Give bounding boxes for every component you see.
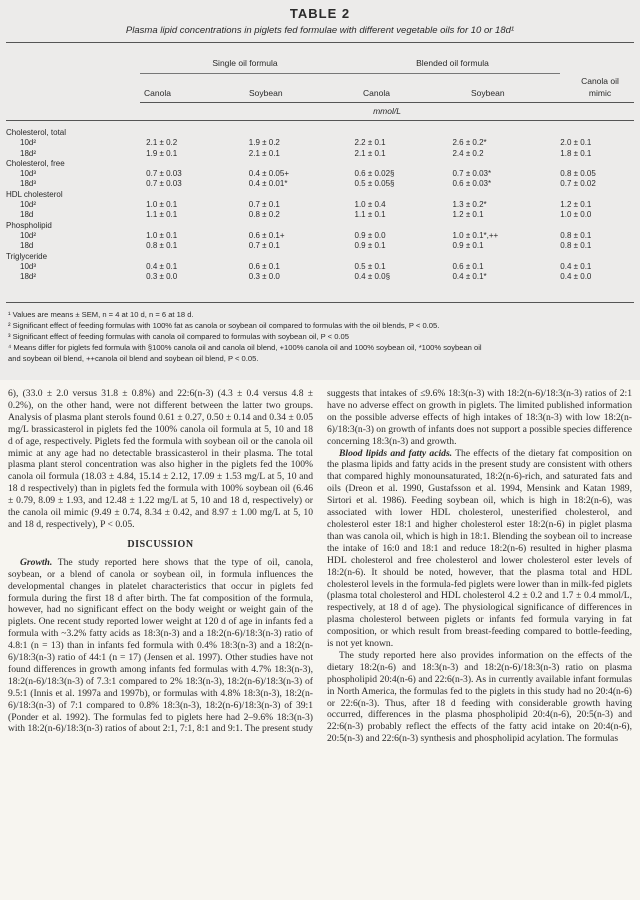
- cell-canola-blend: 0.5 ± 0.05§: [354, 179, 395, 189]
- run-in-heading-growth: Growth.: [20, 556, 53, 568]
- cell-canola-blend: 0.6 ± 0.02§: [354, 169, 395, 179]
- cell-canola-blend: 2.1 ± 0.1: [354, 148, 386, 158]
- footnote-4-cont: and soybean oil blend, ++canola oil blend and soybean oil blend, P < 0.05.: [8, 354, 259, 363]
- cell-soybean-blend: 0.6 ± 0.1: [452, 261, 484, 271]
- col-header-canola-blend: Canola: [363, 88, 390, 98]
- col-header-canola: Canola: [144, 88, 171, 98]
- cell-mimic: 1.8 ± 0.1: [560, 148, 592, 158]
- cell-canola-blend: 0.5 ± 0.1: [354, 261, 386, 271]
- cell-canola-blend: 0.9 ± 0.0: [354, 230, 386, 240]
- left-column: [8, 388, 313, 735]
- footnote-2: ² Significant effect of feeding formulas with 100% fat as canola or soybean oil compared to formulas with the oil blends, P < 0.05.: [8, 321, 440, 330]
- cell-soybean: 2.1 ± 0.1: [248, 148, 280, 158]
- cell-canola-blend: 1.1 ± 0.1: [354, 210, 386, 220]
- table-bottom-rule: [6, 302, 634, 303]
- lipid-table: [6, 128, 634, 282]
- cell-canola: 0.3 ± 0.0: [146, 272, 178, 282]
- paragraph-growth: [8, 557, 313, 736]
- cell-soybean: 0.3 ± 0.0: [248, 272, 280, 282]
- cell-soybean: 1.9 ± 0.2: [248, 138, 280, 148]
- section-row: [6, 159, 634, 169]
- section-label: Phospholipid: [6, 220, 52, 230]
- footnote-3: ³ Significant effect of feeding formulas with canola oil compared to formulas with soybean oil, P < 0.05: [8, 332, 349, 341]
- cell-soybean-blend: 0.9 ± 0.1: [452, 241, 484, 251]
- table-row: [6, 149, 634, 159]
- cell-canola-blend: 0.9 ± 0.1: [354, 241, 386, 251]
- cell-soybean-blend: 0.6 ± 0.03*: [452, 179, 492, 189]
- table-title: TABLE 2: [289, 6, 351, 21]
- row-day: 10d²: [20, 230, 37, 240]
- col-header-mimic-line2: mimic: [588, 88, 612, 98]
- cell-mimic: 1.2 ± 0.1: [560, 200, 592, 210]
- group-blended-header: Blended oil formula: [416, 58, 489, 68]
- cell-mimic: 0.4 ± 0.0: [560, 272, 592, 282]
- paragraph-text: The effects of the dietary fat composition on the plasma lipids and fatty acids in the present study are consistent with others that compared highly monounsaturated, 18:2(n-6)-rich, and saturated fats and oils (Dreon et al. 1990, Gustafsson et al. 1994, Mensink and Katan 1989, Sirtori et al. 1986). Feeding soybean oil, which is high in 18:2(n-6), was associated with lower HDL cholesterol, unesterified cholesterol, and cholesterol ester 18:1 and higher cholesterol ester 18:2(n-6) in piglet plasma than was canola oil, which is high in 18:1. Blending the soybean oil to increase the intake of 16:0 and 18:1 and reduce 18:2(n-6) resulted in higher plasma HDL cholesterol and free cholesterol and lower cholesterol ester levels of 18:2(n-6). It should be noted, however, that the plasma total and HDL cholesterol levels in the formula-fed piglets were lower than in milk-fed piglets (plasma total cholesterol and HDL cholesterol 4.2 ± 0.2 and 1.7 ± 0.4 mmol/L, respectively, at 18 d of age). The physiological significance of differences in plasma cholesterol between piglets or infants fed formula varying in fat composition, or which result from breast-feeding compared to bottle-feeding, is not yet known.: [327, 447, 632, 650]
- section-row: [6, 128, 634, 138]
- table-row: [6, 272, 634, 282]
- table-row: [6, 262, 634, 272]
- paragraph: suggests that intakes of ≤9.6% 18:3(n-3) with 18:2(n-6)/18:3(n-3) ratios of 2:1 have no adverse effect on growth in piglets. The limited published information on the possible adverse effects of high intakes of 18:3(n-3) with low 18:2(n-6)/18:3(n-3) on growth of infants does not support a possible species difference concerning 18:3(n-3) and growth.: [327, 388, 632, 447]
- right-column: [327, 388, 632, 745]
- cell-canola-blend: 1.0 ± 0.4: [354, 200, 386, 210]
- cell-soybean: 0.8 ± 0.2: [248, 210, 280, 220]
- row-day: 10d²: [20, 138, 37, 148]
- cell-canola: 0.7 ± 0.03: [146, 169, 182, 179]
- section-label: Triglyceride: [6, 251, 48, 261]
- section-label: Cholesterol, total: [6, 128, 67, 137]
- table-row: [6, 231, 634, 241]
- section-label: Cholesterol, free: [6, 158, 65, 168]
- table-row: [6, 200, 634, 210]
- section-row: [6, 221, 634, 231]
- cell-soybean-blend: 2.4 ± 0.2: [452, 148, 484, 158]
- group-single-rule: [140, 73, 355, 74]
- row-day: 10d³: [20, 261, 37, 271]
- col-header-soybean-blend: Soybean: [471, 88, 505, 98]
- footnote-1: ¹ Values are means ± SEM, n = 4 at 10 d, n = 6 at 18 d.: [8, 310, 194, 319]
- run-in-heading-blood-lipids: Blood lipids and fatty acids.: [339, 447, 453, 459]
- cell-soybean: 0.4 ± 0.05+: [248, 169, 289, 179]
- table-panel: [0, 0, 640, 380]
- row-day: 10d³: [20, 169, 37, 179]
- cell-soybean-blend: 2.6 ± 0.2*: [452, 138, 487, 148]
- cell-canola-blend: 0.4 ± 0.0§: [354, 272, 391, 282]
- cell-soybean: 0.6 ± 0.1+: [248, 230, 285, 240]
- units-label: mmol/L: [373, 106, 401, 116]
- paragraph: The study reported here also provides information on the effects of the dietary 18:2(n-6) and 18:3(n-3) and 18:2(n-6)/18:3(n-3) ratio on plasma phospholipid 20:4(n-6) and 22:6(n-3). As in currently available infant formulas in North America, the formulas fed to the piglets in this study had no 20:4(n-6) or 22:6(n-3). Thus, after 18 d feeding with considerable growth having occurred, differences in the plasma phospholipid 20:4(n-6), 20:5(n-3) and 22:6(n-3) probably reflect the effects of the fatty acid intake on 20:4(n-6), 20:5(n-3) and 22:6(n-3) synthesis and phospholipid acylation. The formulas: [327, 649, 632, 745]
- table-row: [6, 210, 634, 220]
- cell-soybean-blend: 0.4 ± 0.1*: [452, 272, 487, 282]
- cell-soybean-blend: 0.7 ± 0.03*: [452, 169, 492, 179]
- table-caption: Plasma lipid concentrations in piglets fed formulae with different vegetable oils for 10 or 18d¹: [125, 25, 515, 36]
- cell-mimic: 0.8 ± 0.05: [560, 169, 596, 179]
- table-row: [6, 138, 634, 148]
- col-header-soybean: Soybean: [249, 88, 283, 98]
- table-header-rule: [6, 120, 634, 121]
- cell-canola-blend: 2.2 ± 0.1: [354, 138, 386, 148]
- cell-canola: 1.0 ± 0.1: [146, 200, 178, 210]
- table-row: [6, 169, 634, 179]
- row-day: 18d³: [20, 179, 37, 189]
- cell-soybean: 0.7 ± 0.1: [248, 200, 280, 210]
- table-top-rule: [6, 42, 634, 43]
- cell-soybean: 0.4 ± 0.01*: [248, 179, 288, 189]
- cell-soybean-blend: 1.2 ± 0.1: [452, 210, 484, 220]
- units-rule: [140, 102, 634, 103]
- cell-canola: 1.0 ± 0.1: [146, 230, 178, 240]
- cell-mimic: 1.0 ± 0.0: [560, 210, 592, 220]
- row-day: 18d²: [20, 272, 37, 282]
- cell-soybean: 0.7 ± 0.1: [248, 241, 280, 251]
- section-row: [6, 190, 634, 200]
- paragraph-text: The study reported here shows that the type of oil, canola, soybean, or a blend of canola or soybean oil, in formula influences the developmental changes in platelet characteristics that occur in piglets fed formula during the first 18 d after birth. The fat composition of the formula, however, had no significant effect on the body weight or weight gain of the piglets. One recent study reported lower weight at 120 d of age in infants fed a formula with ~3.2% fatty acids as 18:3(n-3) and a 18:2(n-6)/18:3(n-3) ratio of 4.8:1 (n = 13) than in infants fed formula with 0.4% 18:3(n-3) and a 18:2(n-6)/18:3(n-3) ratio of 44:1 (n = 17) (Jensen et al. 1997). Other studies have not found differences in growth among infants fed formulas with 4.7% 18:3(n-3), 18:2(n-6)/18:3(n-3) of 7.3:1 compared to 2% 18:3(n-3), 18:2(n-6)/18:3(n-3) of 9.5:1 (Innis et al. 1997a and 1997b), or formulas with 4.8% 18:3(n-3), 18:2(n-6)/18:3(n-3) of 7:1 compared to 0.8% 18:3(n-3), 18:2(n-6)/18:3(n-3) of 39:1 (Ponder et al. 1992). The formulas fed to piglets here had 2–9.6% 18:3(n-3) with 18:2(n-6)/18:3(n-3) ratios of about 2:1, 7:1, 8:1 and 9:1. The present study: [8, 556, 313, 735]
- cell-canola: 1.1 ± 0.1: [146, 210, 178, 220]
- col-header-mimic-line1: Canola oil: [581, 76, 619, 86]
- row-day: 18d: [20, 241, 34, 251]
- cell-mimic: 0.4 ± 0.1: [560, 261, 592, 271]
- table-row: [6, 179, 634, 189]
- cell-soybean-blend: 1.0 ± 0.1*,++: [452, 230, 499, 240]
- section-label: HDL cholesterol: [6, 189, 63, 199]
- row-day: 10d²: [20, 200, 37, 210]
- cell-mimic: 0.7 ± 0.02: [560, 179, 596, 189]
- paragraph-blood-lipids: [327, 448, 632, 650]
- cell-canola: 1.9 ± 0.1: [146, 148, 178, 158]
- paragraph: 6), (33.0 ± 2.0 versus 31.8 ± 0.8%) and 22:6(n-3) (4.3 ± 0.4 versus 4.8 ± 0.2%), on the other hand, were not different between the latter two groups. Analysis of plasma plant sterols found 0.61 ± 0.27, 0.50 ± 0.14 and 0.34 ± 0.05 mg/L brassicasterol in piglets fed the 100% canola oil formula at 5, 10 and 18 d of age, respectively. Piglets fed the formula with soybean oil or the canola oil mimic at any age had no detectable brassicasterol in their plasma. The total plasma plant sterol concentration was also higher in the piglets fed the 100% canola oil formula (18.03 ± 4.84, 15.14 ± 2.12, 17.09 ± 1.53 mg/L at 5, 10 and 18 d respectively) than in piglets fed the formula with 100% soybean oil (6.46 ± 0.79, 8.09 ± 1.93, and 12.48 ± 1.22 mg/L at 5, 10 and 18 d, respectively) or the canola oil mimic (9.49 ± 0.74, 8.34 ± 0.42, and 8.97 ± 1.00 mg/L at 5, 10 and 18 d, respectively), P < 0.05.: [8, 388, 313, 530]
- cell-canola: 0.4 ± 0.1: [146, 261, 178, 271]
- cell-soybean: 0.6 ± 0.1: [248, 261, 280, 271]
- row-day: 18d²: [20, 148, 37, 158]
- group-single-header: Single oil formula: [212, 58, 278, 68]
- cell-mimic: 0.8 ± 0.1: [560, 241, 592, 251]
- cell-canola: 0.7 ± 0.03: [146, 179, 182, 189]
- footnote-4: ⁴ Means differ for piglets fed formula with §100% canola oil and canola oil blend, +100% canola oil and 100% soybean oil, *100% soybean oil: [8, 343, 482, 352]
- cell-mimic: 0.8 ± 0.1: [560, 230, 592, 240]
- row-day: 18d: [20, 210, 34, 220]
- table-row: [6, 241, 634, 251]
- cell-canola: 0.8 ± 0.1: [146, 241, 178, 251]
- cell-canola: 2.1 ± 0.2: [146, 138, 178, 148]
- group-blended-rule: [345, 73, 560, 74]
- cell-mimic: 2.0 ± 0.1: [560, 138, 592, 148]
- section-heading-discussion: DISCUSSION: [127, 538, 194, 550]
- cell-soybean-blend: 1.3 ± 0.2*: [452, 200, 487, 210]
- section-row: [6, 252, 634, 262]
